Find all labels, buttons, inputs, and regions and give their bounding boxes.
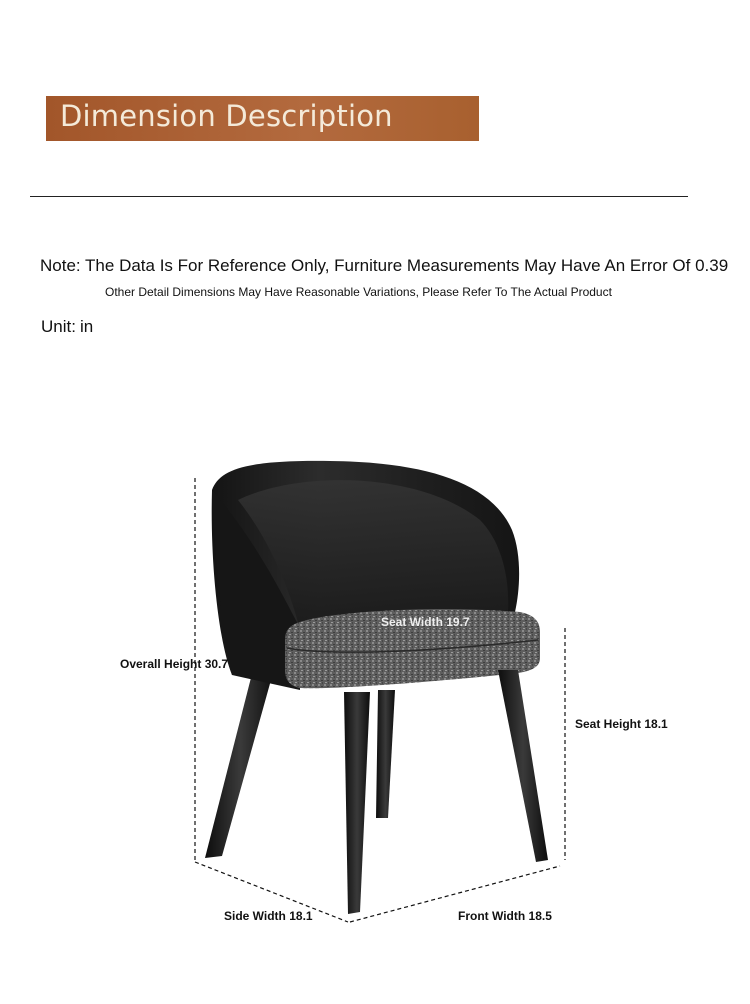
- unit-value: in: [79, 317, 94, 336]
- unit-label: Unit:: [41, 317, 76, 336]
- seat-height-label: Seat Height 18.1: [575, 717, 668, 731]
- seat-width-label: Seat Width 19.7: [381, 615, 470, 629]
- variation-note: Other Detail Dimensions May Have Reasonable Variations, Please Refer To The Actual Product: [105, 285, 612, 299]
- side-width-label: Side Width 18.1: [224, 909, 313, 923]
- reference-note: Note: The Data Is For Reference Only, Furniture Measurements May Have An Error Of 0.39: [40, 256, 729, 275]
- banner-title: Dimension Description: [60, 99, 393, 133]
- front-left-leg: [344, 692, 370, 914]
- back-right-leg: [376, 690, 395, 818]
- front-right-leg: [498, 670, 548, 862]
- overall-height-label: Overall Height 30.7: [120, 657, 229, 671]
- back-left-leg: [205, 662, 276, 858]
- front-width-label: Front Width 18.5: [458, 909, 552, 923]
